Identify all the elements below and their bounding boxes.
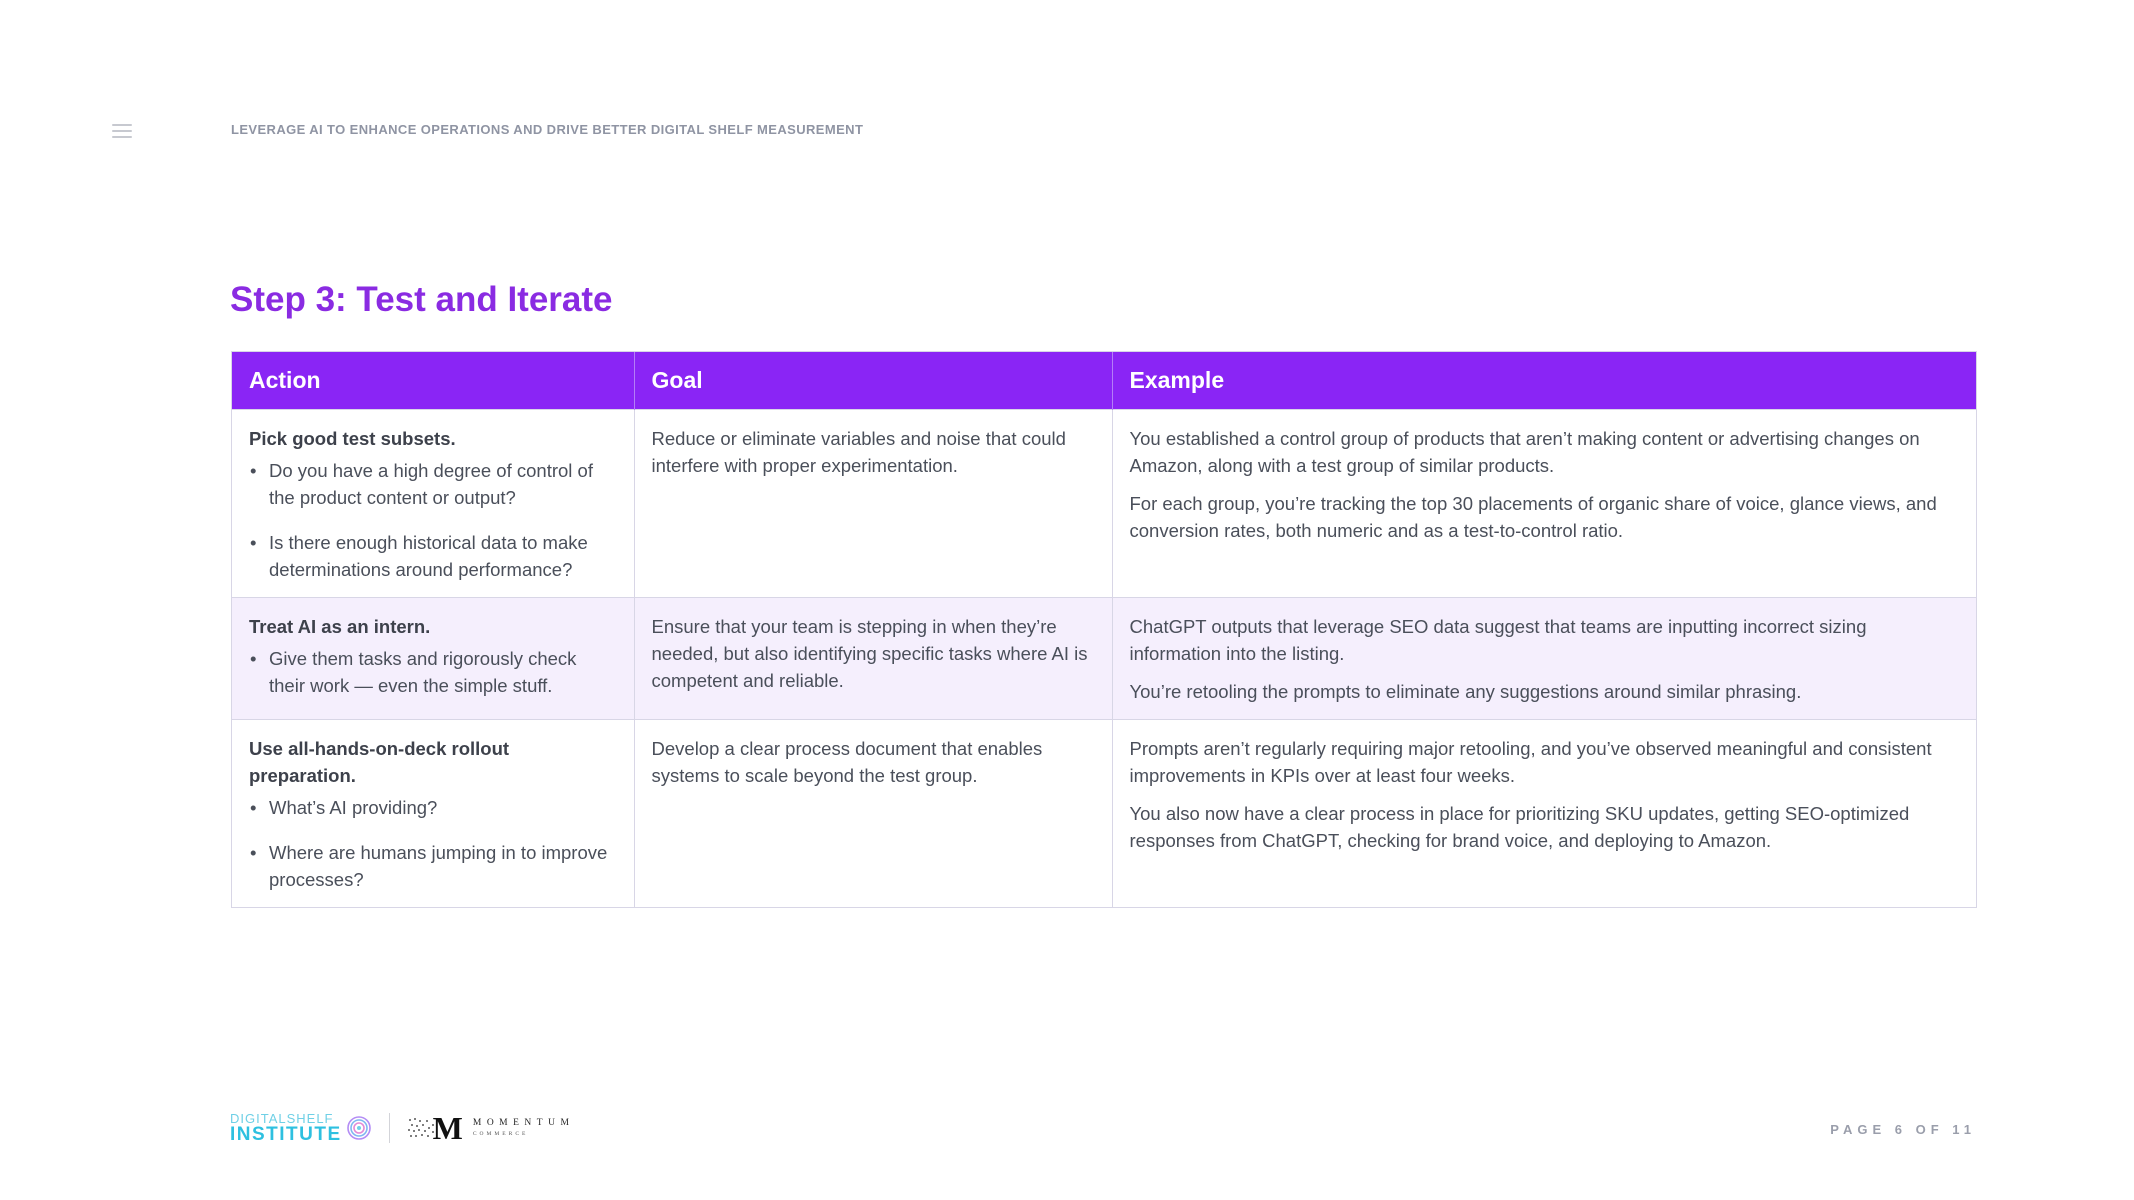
- dsi-logo-bottom-text: INSTITUTE: [230, 1124, 342, 1145]
- example-paragraph: Prompts aren’t regularly requiring major retooling, and you’ve observed meaningful and consistent improvements in KPIs over at least four weeks.: [1129, 737, 1932, 786]
- momentum-word: MOMENTUM: [472, 1117, 575, 1128]
- footer-logos: [230, 1109, 575, 1146]
- logo-divider: [389, 1113, 390, 1143]
- action-bullets: [249, 794, 617, 893]
- table-row: [232, 409, 1976, 597]
- dsi-logo-top-text: DIGITALSHELF: [230, 1111, 334, 1126]
- header-goal: Goal: [634, 352, 1112, 409]
- action-title: Use all-hands-on-deck rollout preparation.: [249, 737, 510, 786]
- example-paragraph: You also now have a clear process in place for prioritizing SKU updates, getting SEO-optimized responses from ChatGPT, checking for brand voice, and deploying to Amazon.: [1129, 802, 1910, 851]
- bullet-item: • What’s AI providing?: [249, 794, 617, 821]
- example-cell: [1112, 597, 1976, 719]
- example-paragraph: You established a control group of products that aren’t making content or advertising changes on Amazon, along with a test group of similar products.: [1129, 427, 1920, 476]
- bullet-item: • Is there enough historical data to make determinations around performance?: [249, 529, 617, 583]
- example-paragraph: For each group, you’re tracking the top 30 placements of organic share of voice, glance views, and conversion rates, both numeric and as a test-to-control ratio.: [1129, 492, 1937, 541]
- bullet-item: • Do you have a high degree of control of the product content or output?: [249, 457, 617, 511]
- goal-cell: Ensure that your team is stepping in when they’re needed, but also identifying specific tasks where AI is competent and reliable.: [634, 597, 1112, 719]
- page-number: PAGE 6 OF 11: [1830, 1122, 1976, 1137]
- action-title: Pick good test subsets.: [249, 427, 456, 449]
- bullet-item: • Give them tasks and rigorously check their work — even the simple stuff.: [249, 645, 617, 699]
- action-cell: [232, 719, 634, 907]
- steps-table: [231, 351, 1977, 908]
- action-cell: [232, 409, 634, 597]
- table-header-row: [232, 352, 1976, 409]
- example-paragraph: ChatGPT outputs that leverage SEO data suggest that teams are inputting incorrect sizing information into the listing.: [1129, 615, 1867, 664]
- action-cell: [232, 597, 634, 719]
- action-bullets: [249, 457, 617, 583]
- fingerprint-icon: [346, 1115, 372, 1141]
- example-cell: [1112, 409, 1976, 597]
- action-bullets: [249, 645, 617, 699]
- digital-shelf-institute-logo[interactable]: [230, 1112, 372, 1144]
- example-paragraph: You’re retooling the prompts to eliminate any suggestions around similar phrasing.: [1129, 680, 1802, 702]
- action-title: Treat AI as an intern.: [249, 615, 431, 637]
- document-header: LEVERAGE AI TO ENHANCE OPERATIONS AND DRIVE BETTER DIGITAL SHELF MEASUREMENT: [231, 122, 864, 137]
- header-example: Example: [1112, 352, 1976, 409]
- momentum-m-letter: M: [432, 1109, 463, 1146]
- header-action: Action: [232, 352, 634, 409]
- table-row: [232, 719, 1976, 907]
- table-row: [232, 597, 1976, 719]
- section-title: Step 3: Test and Iterate: [230, 280, 613, 319]
- bullet-item: • Where are humans jumping in to improve processes?: [249, 839, 617, 893]
- example-cell: [1112, 719, 1976, 907]
- goal-cell: Develop a clear process document that enables systems to scale beyond the test group.: [634, 719, 1112, 907]
- momentum-sub: COMMERCE: [472, 1131, 529, 1137]
- goal-cell: Reduce or eliminate variables and noise that could interfere with proper experimentation.: [634, 409, 1112, 597]
- hamburger-menu-icon[interactable]: [112, 124, 132, 138]
- momentum-commerce-logo[interactable]: [407, 1110, 575, 1147]
